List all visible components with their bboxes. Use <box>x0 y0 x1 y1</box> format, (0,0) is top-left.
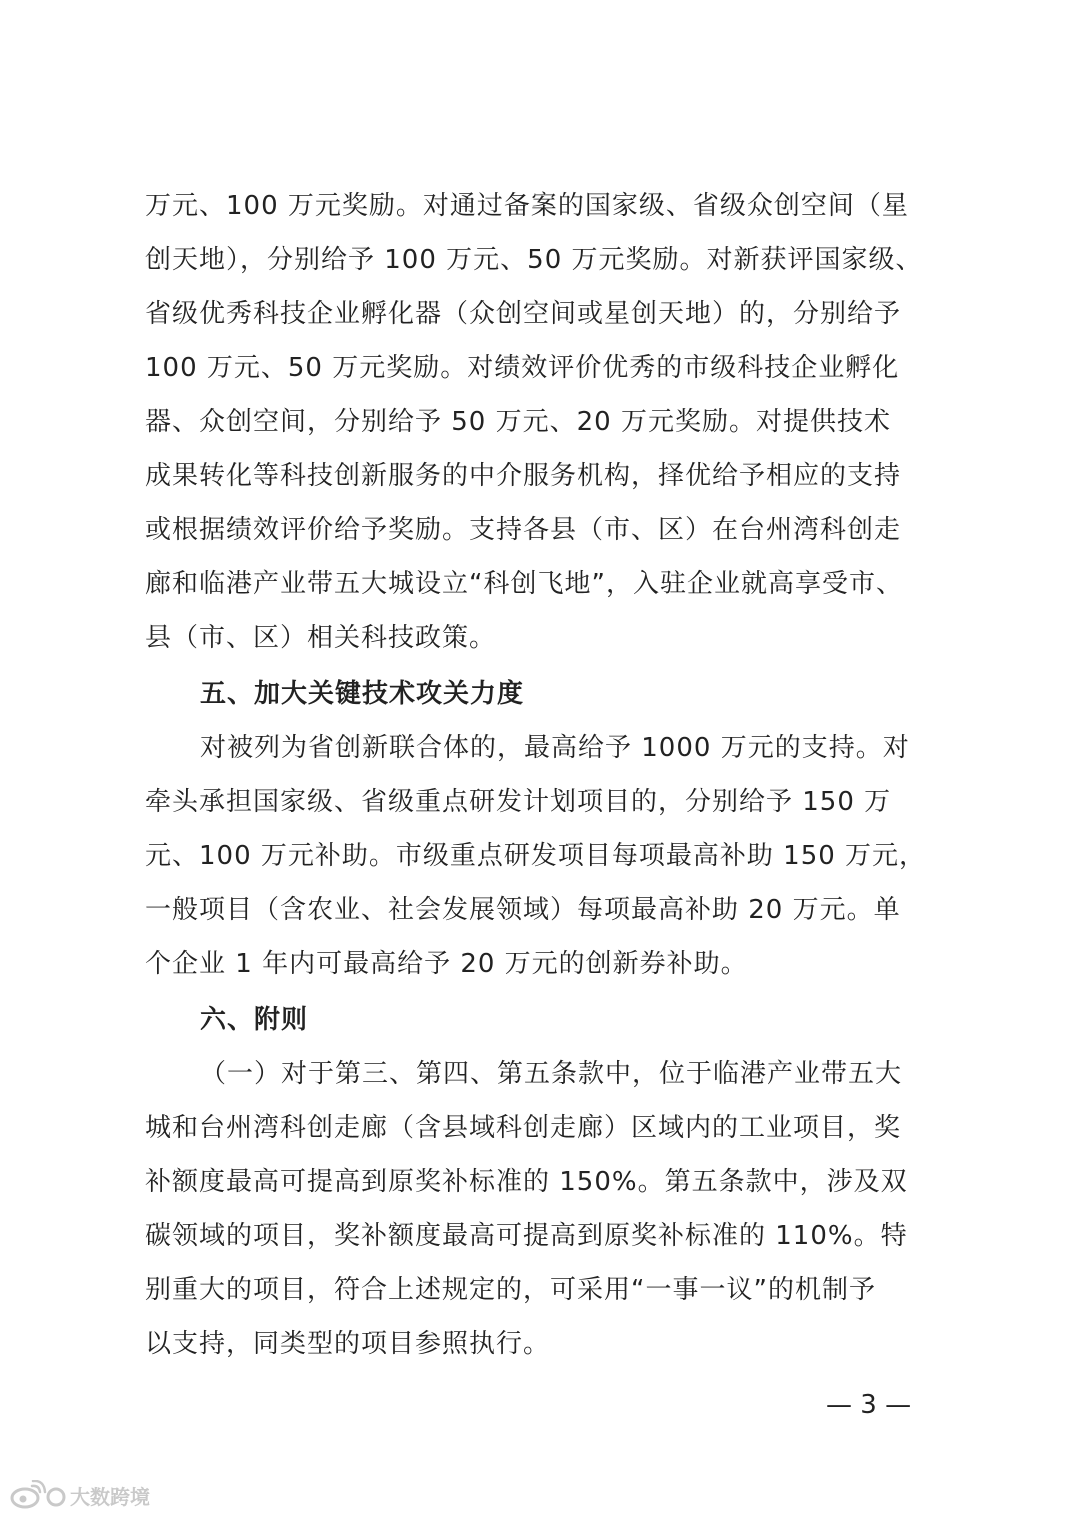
text-line: 补额度最高可提高到原奖补标准的 150%。第五条款中，涉及双 <box>145 1167 908 1197</box>
text-line: 创天地），分别给予 100 万元、50 万元奖励。对新获评国家级、 <box>145 245 923 275</box>
text-line: 对被列为省创新联合体的，最高给予 1000 万元的支持。对 <box>200 733 910 763</box>
text-line: 别重大的项目，符合上述规定的，可采用“一事一议”的机制予 <box>145 1275 876 1305</box>
text-line: 廊和临港产业带五大城设立“科创飞地”，入驻企业就高享受市、 <box>145 569 903 599</box>
text-line: 县（市、区）相关科技政策。 <box>145 623 497 653</box>
section-heading-6: 六、附则 <box>200 1005 309 1035</box>
text-line: 100 万元、50 万元奖励。对绩效评价优秀的市级科技企业孵化 <box>145 353 900 383</box>
watermark <box>8 1478 150 1512</box>
text-line: 或根据绩效评价给予奖励。支持各县（市、区）在台州湾科创走 <box>145 515 902 545</box>
text-line: 万元、100 万元奖励。对通过备案的国家级、省级众创空间（星 <box>145 191 909 221</box>
section-heading-5: 五、加大关键技术攻关力度 <box>200 679 525 709</box>
text-line: 个企业 1 年内可最高给予 20 万元的创新券补助。 <box>145 949 748 979</box>
text-line: 以支持，同类型的项目参照执行。 <box>145 1329 551 1359</box>
text-line: 成果转化等科技创新服务的中介服务机构，择优给予相应的支持 <box>145 461 902 491</box>
weibo-logo-icon <box>8 1480 66 1510</box>
text-line: 城和台州湾科创走廊（含县域科创走廊）区域内的工业项目，奖 <box>145 1113 902 1143</box>
text-line: （一）对于第三、第四、第五条款中，位于临港产业带五大 <box>200 1059 903 1089</box>
text-line: 牵头承担国家级、省级重点研发计划项目的，分别给予 150 万 <box>145 787 892 817</box>
text-line: 一般项目（含农业、社会发展领域）每项最高补助 20 万元。单 <box>145 895 901 925</box>
text-line: 元、100 万元补助。市级重点研发项目每项最高补助 150 万元， <box>145 841 927 871</box>
text-line: 省级优秀科技企业孵化器（众创空间或星创天地）的，分别给予 <box>145 299 902 329</box>
page-number: — 3 — <box>826 1390 912 1420</box>
watermark-text: 大数跨境 <box>70 1484 150 1509</box>
text-line: 器、众创空间，分别给予 50 万元、20 万元奖励。对提供技术 <box>145 407 891 437</box>
text-line: 碳领域的项目，奖补额度最高可提高到原奖补标准的 110%。特 <box>145 1221 908 1251</box>
